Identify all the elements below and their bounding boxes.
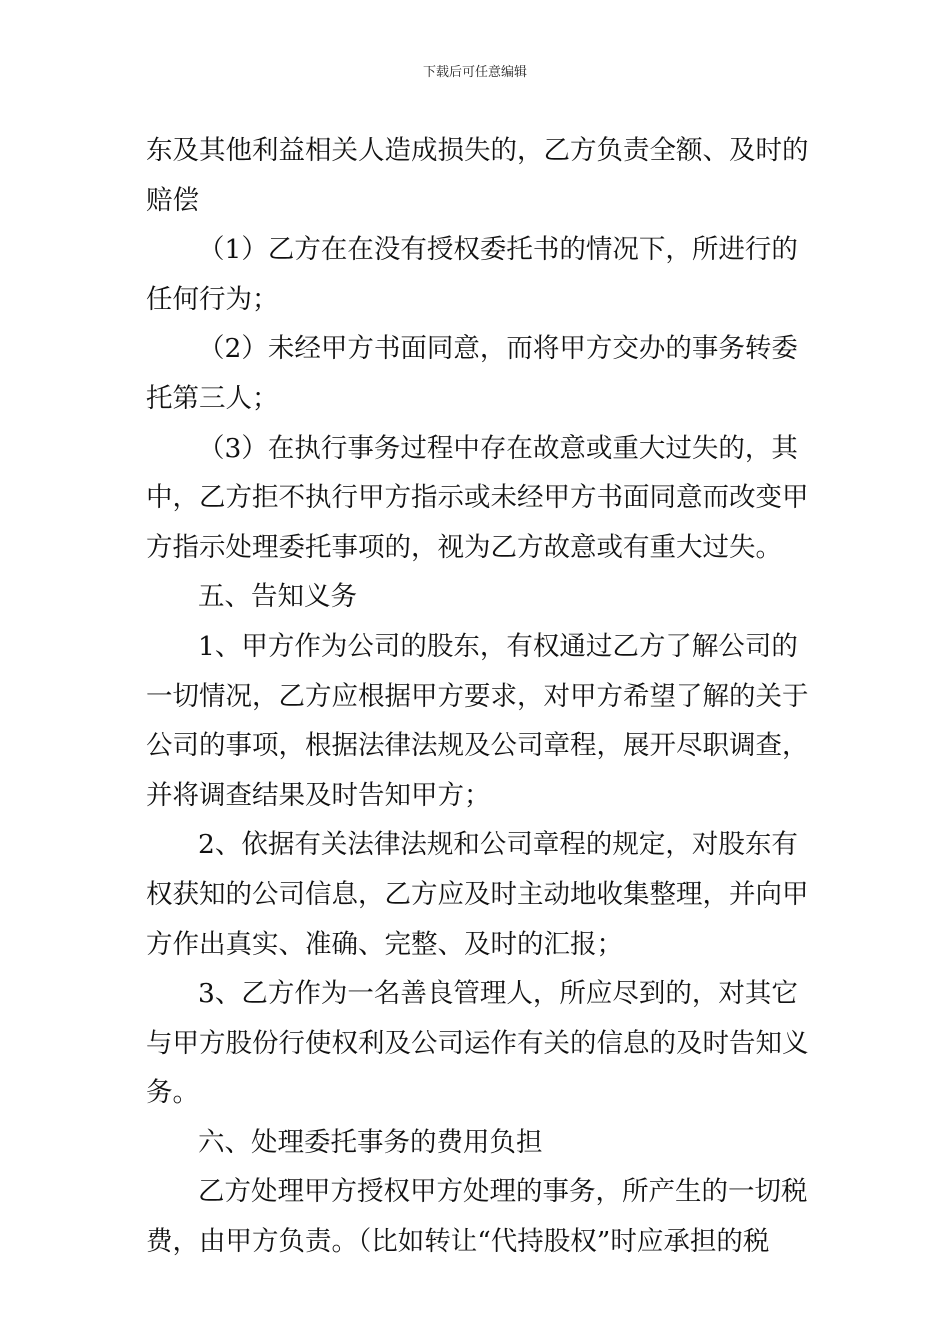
paragraph-notification-1: 1、甲方作为公司的股东，有权通过乙方了解公司的一切情况，乙方应根据甲方要求，对甲方希望了解的关于公司的事项，根据法律法规及公司章程，展开尽职调查，并将调查结果及时告知甲方； — [146, 630, 809, 811]
page-header: 下载后可任意编辑 — [422, 65, 527, 80]
paragraph-clause-2: （2）未经甲方书面同意，而将甲方交办的事务转委托第三人； — [146, 333, 798, 414]
paragraph-clause-1: （1）乙方在在没有授权委托书的情况下，所进行的任何行为； — [146, 234, 798, 315]
paragraph-clause-3: （3）在执行事务过程中存在故意或重大过失的，其中，乙方拒不执行甲方指示或未经甲方书面同意而改变甲方指示处理委托事项的，视为乙方故意或有重大过失。 — [146, 432, 809, 563]
paragraph-notification-3: 3、乙方作为一名善良管理人，所应尽到的，对其它与甲方股份行使权利及公司运作有关的信息的及时告知义务。 — [146, 978, 809, 1109]
document-body — [146, 126, 811, 1267]
paragraph-expenses: 乙方处理甲方授权甲方处理的事务，所产生的一切税费，由甲方负责。（比如转让“代持股权”时应承担的税 — [146, 1176, 808, 1258]
paragraph-notification-2: 2、依据有关法律法规和公司章程的规定，对股东有权获知的公司信息，乙方应及时主动地收集整理，并向甲方作出真实、准确、完整、及时的汇报； — [146, 829, 809, 960]
paragraph-continuation: 东及其他利益相关人造成损失的，乙方负责全额、及时的赔偿 — [146, 135, 809, 216]
section-heading-expenses: 六、处理委托事务的费用负担 — [198, 1126, 543, 1158]
section-heading-notification-duty: 五、告知义务 — [198, 581, 357, 613]
